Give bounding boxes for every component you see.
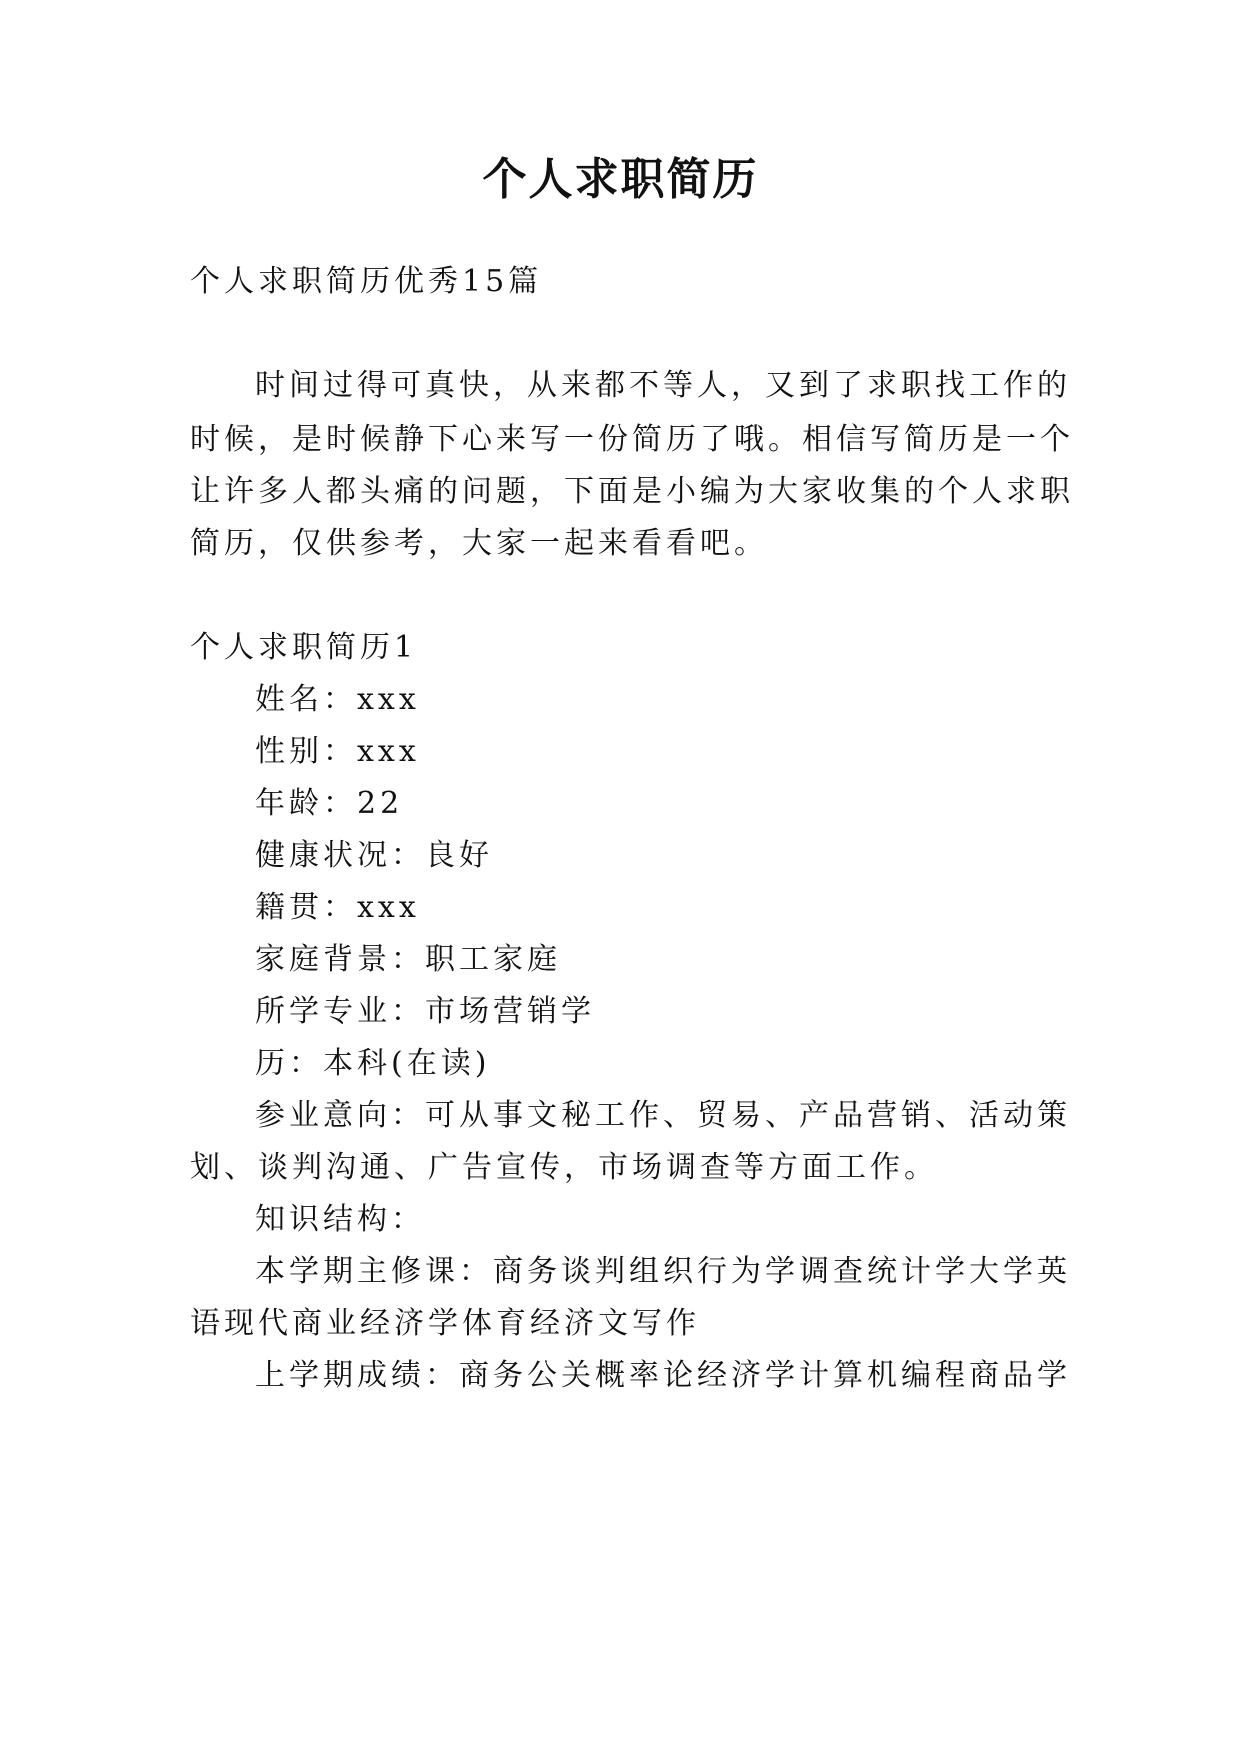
field-age: 年龄：22 bbox=[255, 786, 404, 821]
field-major: 所学专业：市场营销学 bbox=[255, 994, 595, 1029]
field-gender: 性别：xxx bbox=[255, 734, 420, 769]
intro-paragraph-line: 时候，是时候静下心来写一份简历了哦。相信写简历是一个 bbox=[190, 422, 1074, 457]
field-intention-continued: 划、谈判沟通、广告宣传，市场调查等方面工作。 bbox=[190, 1150, 938, 1185]
field-origin: 籍贯：xxx bbox=[255, 890, 420, 925]
field-grades: 上学期成绩：商务公关概率论经济学计算机编程商品学 bbox=[255, 1358, 1071, 1393]
field-name: 姓名：xxx bbox=[255, 682, 420, 717]
field-health: 健康状况：良好 bbox=[255, 838, 493, 873]
field-knowledge: 知识结构： bbox=[255, 1202, 425, 1237]
field-courses: 本学期主修课：商务谈判组织行为学调查统计学大学英 bbox=[255, 1254, 1071, 1289]
field-education: 历：本科(在读) bbox=[255, 1046, 491, 1081]
intro-paragraph-line: 让许多人都头痛的问题，下面是小编为大家收集的个人求职 bbox=[190, 474, 1074, 509]
intro-paragraph-line: 简历，仅供参考，大家一起来看看吧。 bbox=[190, 526, 768, 561]
section-heading: 个人求职简历1 bbox=[190, 630, 418, 665]
field-courses-continued: 语现代商业经济学体育经济文写作 bbox=[190, 1306, 700, 1341]
field-family: 家庭背景：职工家庭 bbox=[255, 942, 561, 977]
document-subtitle: 个人求职简历优秀15篇 bbox=[190, 264, 543, 299]
field-intention: 参业意向：可从事文秘工作、贸易、产品营销、活动策 bbox=[255, 1098, 1071, 1133]
intro-paragraph-line: 时间过得可真快，从来都不等人，又到了求职找工作的 bbox=[255, 368, 1071, 403]
document-title: 个人求职简历 bbox=[482, 154, 759, 205]
